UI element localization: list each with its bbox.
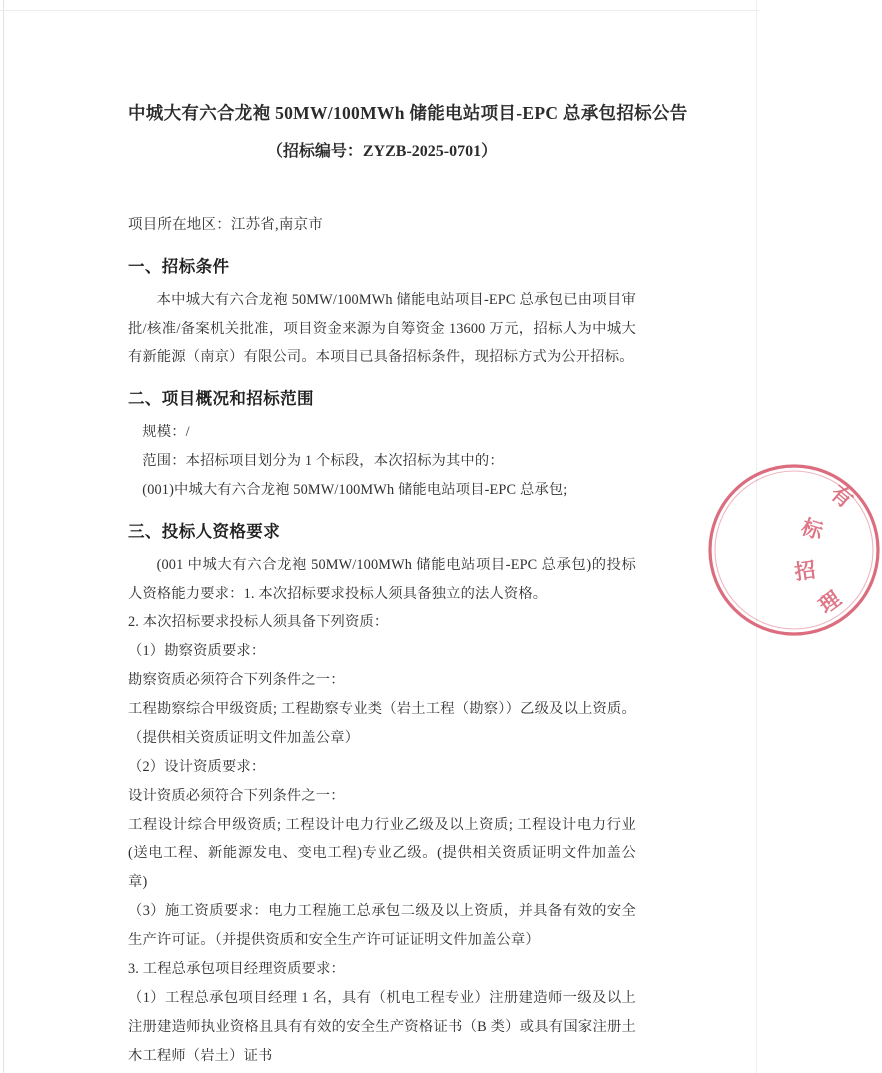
paragraph-design-qualification-label: （2）设计资质要求： (128, 758, 266, 775)
section-heading-tender-conditions: 一、招标条件 (128, 256, 230, 276)
scan-edge-top (0, 10, 759, 11)
paragraph-project-manager-label: 3. 工程总承包项目经理资质要求： (128, 960, 346, 977)
paragraph-scale: 规模：/ (142, 424, 190, 441)
document-content (128, 100, 688, 1070)
paragraph-survey-qualification-detail: 工程勘察综合甲级资质; 工程勘察专业类（岩土工程（勘察））乙级及以上资质。（提供相关资质证明文件加盖公章） (128, 701, 636, 746)
paragraph-qualification-intro: (001 中城大有六合龙袍 50MW/100MWh 储能电站项目-EPC 总承包)的投标人资格能力要求：1. 本次招标要求投标人须具备独立的法人资格。 (128, 556, 636, 602)
document-title: 中城大有六合龙袍 50MW/100MWh 储能电站项目-EPC 总承包招标公告 (128, 103, 688, 123)
paragraph-survey-qualification-condition: 勘察资质必须符合下列条件之一： (128, 672, 345, 689)
paragraph-lot-001: (001)中城大有六合龙袍 50MW/100MWh 储能电站项目-EPC 总承包; (142, 481, 568, 498)
svg-text:有: 有 (825, 480, 858, 513)
section-heading-bidder-qualifications: 三、投标人资格要求 (128, 521, 281, 541)
svg-text:理: 理 (814, 586, 846, 619)
svg-text:招: 招 (792, 557, 818, 585)
paragraph-tender-conditions: 本中城大有六合龙袍 50MW/100MWh 储能电站项目-EPC 总承包已由项目审批/核准/备案机关批准，项目资金来源为自筹资金 13600 万元，招标人为中城大有新能源（南京）有限公司。本项目已具备招标条件，现招标方式为公开招标。 (128, 291, 636, 366)
svg-text:标: 标 (798, 514, 826, 544)
project-location-line: 项目所在地区：江苏省,南京市 (128, 217, 323, 234)
paragraph-qualification-item-2: 2. 本次招标要求投标人须具备下列资质： (128, 614, 389, 631)
paragraph-design-qualification-condition: 设计资质必须符合下列条件之一： (128, 787, 345, 804)
paragraph-scope: 范围：本招标项目划分为 1 个标段，本次招标为其中的： (142, 453, 504, 470)
red-official-seal (706, 462, 882, 638)
document-subtitle-tender-number: （招标编号：ZYZB-2025-0701） (266, 143, 498, 161)
section-heading-project-overview: 二、项目概况和招标范围 (128, 389, 314, 409)
paragraph-design-qualification-detail: 工程设计综合甲级资质; 工程设计电力行业乙级及以上资质; 工程设计电力行业(送电工程、新能源发电、变电工程)专业乙级。(提供相关资质证明文件加盖公章) (128, 816, 636, 891)
scan-edge-right (756, 0, 757, 1073)
paragraph-project-manager-detail: （1）工程总承包项目经理 1 名，具有（机电工程专业）注册建造师一级及以上注册建造师执业资格且具有有效的安全生产资格证书（B 类）或具有国家注册土木工程师（岩土）证书 (128, 989, 636, 1064)
scan-edge-left (3, 0, 4, 1073)
paragraph-survey-qualification-label: （1）勘察资质要求： (128, 643, 266, 660)
paragraph-construction-qualification: （3）施工资质要求：电力工程施工总承包二级及以上资质，并具备有效的安全生产许可证。（并提供资质和安全生产许可证证明文件加盖公章） (128, 903, 636, 949)
